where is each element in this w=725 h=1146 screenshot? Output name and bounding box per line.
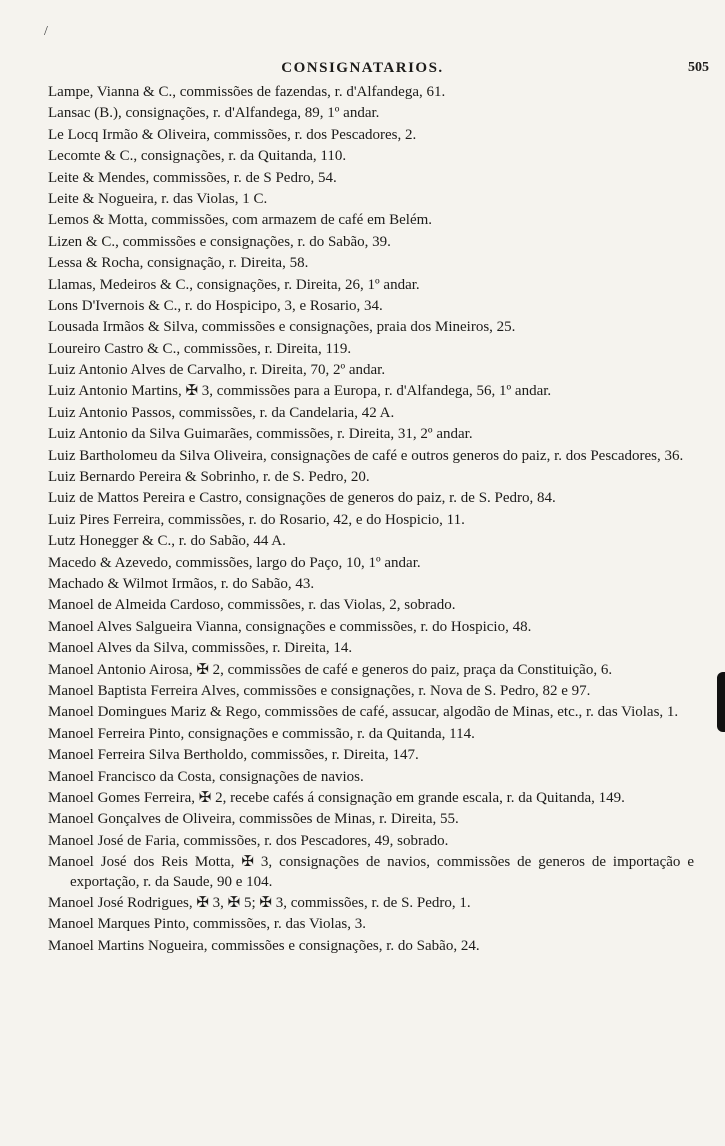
list-item: Lampe, Vianna & C., commissões de fazendas, r. d'Alfandega, 61. (48, 84, 446, 100)
list-item: Manoel Marques Pinto, commissões, r. das Violas, 3. (48, 916, 366, 933)
list-item: Lecomte & C., consignações, r. da Quitanda, 110. (48, 148, 347, 165)
list-item: Leite & Mendes, commissões, r. de S Pedro, 54. (48, 169, 337, 186)
list-item: Manoel Domingues Mariz & Rego, commissões de café, assucar, algodão de Minas, etc., r. das Violas, 1. (48, 704, 679, 721)
list-item: Manoel Alves Salgueira Vianna, consignações e commissões, r. do Hospicio, 48. (48, 618, 532, 635)
list-item: Machado & Wilmot Irmãos, r. do Sabão, 43. (48, 575, 315, 592)
list-item: Macedo & Azevedo, commissões, largo do Paço, 10, 1º andar. (48, 554, 421, 571)
list-item: Lons D'Ivernois & C., r. do Hospicipo, 3, e Rosario, 34. (48, 297, 383, 314)
list-item: Manoel Ferreira Pinto, consignações e commissão, r. da Quitanda, 114. (48, 725, 475, 742)
list-item: Manoel de Almeida Cardoso, commissões, r. das Violas, 2, sobrado. (48, 597, 456, 614)
list-item: Manoel José de Faria, commissões, r. dos Pescadores, 49, sobrado. (48, 832, 449, 849)
list-item: Lutz Honegger & C., r. do Sabão, 44 A. (48, 533, 286, 550)
list-item: Luiz de Mattos Pereira e Castro, consignações de generos do paiz, r. de S. Pedro, 84. (48, 490, 556, 507)
list-item: Manoel Gomes Ferreira, ✠ 2, recebe cafés á consignação em grande escala, r. da Quitanda, 149. (48, 789, 625, 806)
list-item: Manoel Gonçalves de Oliveira, commissões de Minas, r. Direita, 55. (48, 811, 459, 828)
list-item: Manoel Antonio Airosa, ✠ 2, commissões de café e generos do paiz, praça da Constituição, 6. (48, 661, 613, 678)
list-item: Manoel Ferreira Silva Bertholdo, commissões, r. Direita, 147. (48, 747, 419, 764)
entry-list (48, 83, 694, 956)
list-item: Manoel Francisco da Costa, consignações de navios. (48, 768, 364, 785)
list-item: Lemos & Motta, commissões, com armazem de café em Belém. (48, 212, 433, 229)
list-item: Leite & Nogueira, r. das Violas, 1 C. (48, 190, 268, 207)
list-item: Luiz Antonio Passos, commissões, r. da Candelaria, 42 A. (48, 404, 395, 421)
list-item: Loureiro Castro & C., commissões, r. Direita, 119. (48, 340, 352, 357)
list-item: Luiz Antonio Martins, ✠ 3, commissões para a Europa, r. d'Alfandega, 56, 1º andar. (48, 383, 552, 400)
list-item: Manoel Alves da Silva, commissões, r. Direita, 14. (48, 640, 353, 657)
list-item: Manoel Martins Nogueira, commissões e consignações, r. do Sabão, 24. (48, 937, 480, 954)
section-title: CONSIGNATARIOS. (281, 60, 444, 76)
list-item: Lansac (B.), consignações, r. d'Alfandega, 89, 1º andar. (48, 105, 380, 122)
list-item: Luiz Antonio Alves de Carvalho, r. Direita, 70, 2º andar. (48, 362, 386, 379)
page-header (0, 58, 725, 80)
list-item: Luiz Bartholomeu da Silva Oliveira, consignações de café e outros generos do paiz, r. dos Pescadores, 36. (48, 447, 684, 464)
list-item: Luiz Antonio da Silva Guimarães, commissões, r. Direita, 31, 2º andar. (48, 426, 473, 443)
list-item: Lousada Irmãos & Silva, commissões e consignações, praia dos Mineiros, 25. (48, 319, 516, 336)
list-item: Lizen & C., commissões e consignações, r. do Sabão, 39. (48, 233, 391, 250)
list-item: Manoel José Rodrigues, ✠ 3, ✠ 5; ✠ 3, commissões, r. de S. Pedro, 1. (48, 895, 471, 912)
page-number: 505 (688, 60, 709, 75)
list-item: Le Locq Irmão & Oliveira, commissões, r. dos Pescadores, 2. (48, 126, 417, 143)
list-item: Manoel Baptista Ferreira Alves, commissões e consignações, r. Nova de S. Pedro, 82 e 97. (48, 682, 591, 699)
list-item: Luiz Bernardo Pereira & Sobrinho, r. de S. Pedro, 20. (48, 469, 370, 486)
list-item: Llamas, Medeiros & C., consignações, r. Direita, 26, 1º andar. (48, 276, 420, 293)
list-item: Lessa & Rocha, consignação, r. Direita, 58. (48, 255, 309, 272)
list-item: Luiz Pires Ferreira, commissões, r. do Rosario, 42, e do Hospicio, 11. (48, 511, 465, 528)
corner-mark: / (44, 24, 48, 39)
list-item: Manoel José dos Reis Motta, ✠ 3, consignações de navios, commissões de generos de importação e exportação, r. da Saude, 90 e 104. (48, 854, 694, 890)
page-edge-ink-blot (717, 672, 725, 732)
